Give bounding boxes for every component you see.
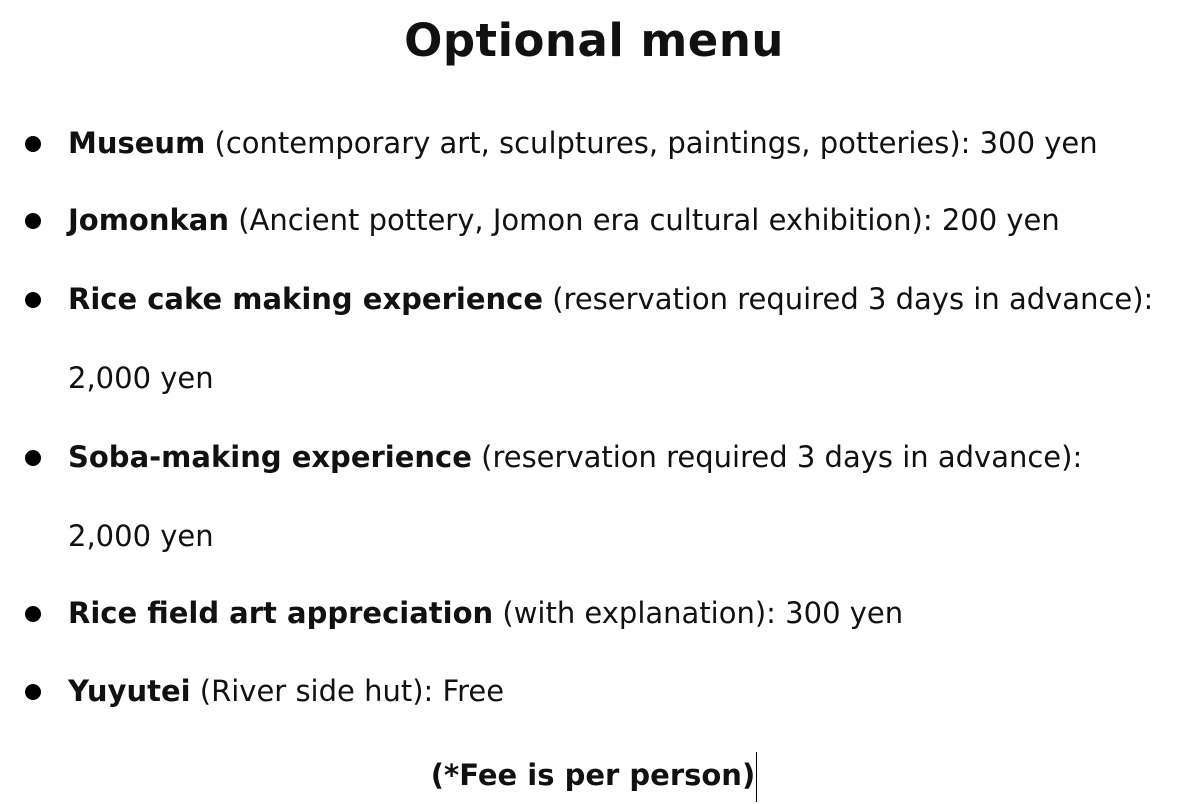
item-name: Yuyutei xyxy=(68,674,191,708)
item-continuation: 2,000 yen xyxy=(68,361,214,395)
item-detail: (contemporary art, sculptures, paintings, potteries): 300 yen xyxy=(205,126,1098,160)
item-detail: (with explanation): 300 yen xyxy=(493,596,904,630)
item-name: Museum xyxy=(68,126,206,160)
item-name: Soba-making experience xyxy=(68,440,472,474)
item-name: Rice cake making experience xyxy=(68,282,543,316)
item-detail: (reservation required 3 days in advance): xyxy=(543,282,1154,316)
list-item-rice-cake xyxy=(68,279,1162,319)
bullet xyxy=(25,136,41,152)
item-name: Rice field art appreciation xyxy=(68,596,494,630)
item-detail: (River side hut): Free xyxy=(190,674,505,708)
item-name: Jomonkan xyxy=(68,203,230,237)
list-item-museum xyxy=(68,123,1162,163)
fee-note xyxy=(0,752,1188,802)
item-detail: (Ancient pottery, Jomon era cultural exhibition): 200 yen xyxy=(229,203,1060,237)
text-cursor xyxy=(756,752,757,802)
item-detail: (reservation required 3 days in advance): xyxy=(471,440,1083,474)
list-item-yuyutei xyxy=(68,671,1162,711)
item-continuation: 2,000 yen xyxy=(68,519,214,553)
bullet xyxy=(25,606,41,622)
bullet xyxy=(25,684,41,700)
bullet xyxy=(25,450,41,466)
bullet xyxy=(25,292,41,308)
fee-note-text: (*Fee is per person) xyxy=(430,758,756,792)
list-item-rice-field-art xyxy=(68,593,1162,633)
bullet xyxy=(25,213,41,229)
list-item-jomonkan xyxy=(68,200,1162,240)
list-item-soba xyxy=(68,437,1162,477)
page-title: Optional menu xyxy=(404,14,784,67)
